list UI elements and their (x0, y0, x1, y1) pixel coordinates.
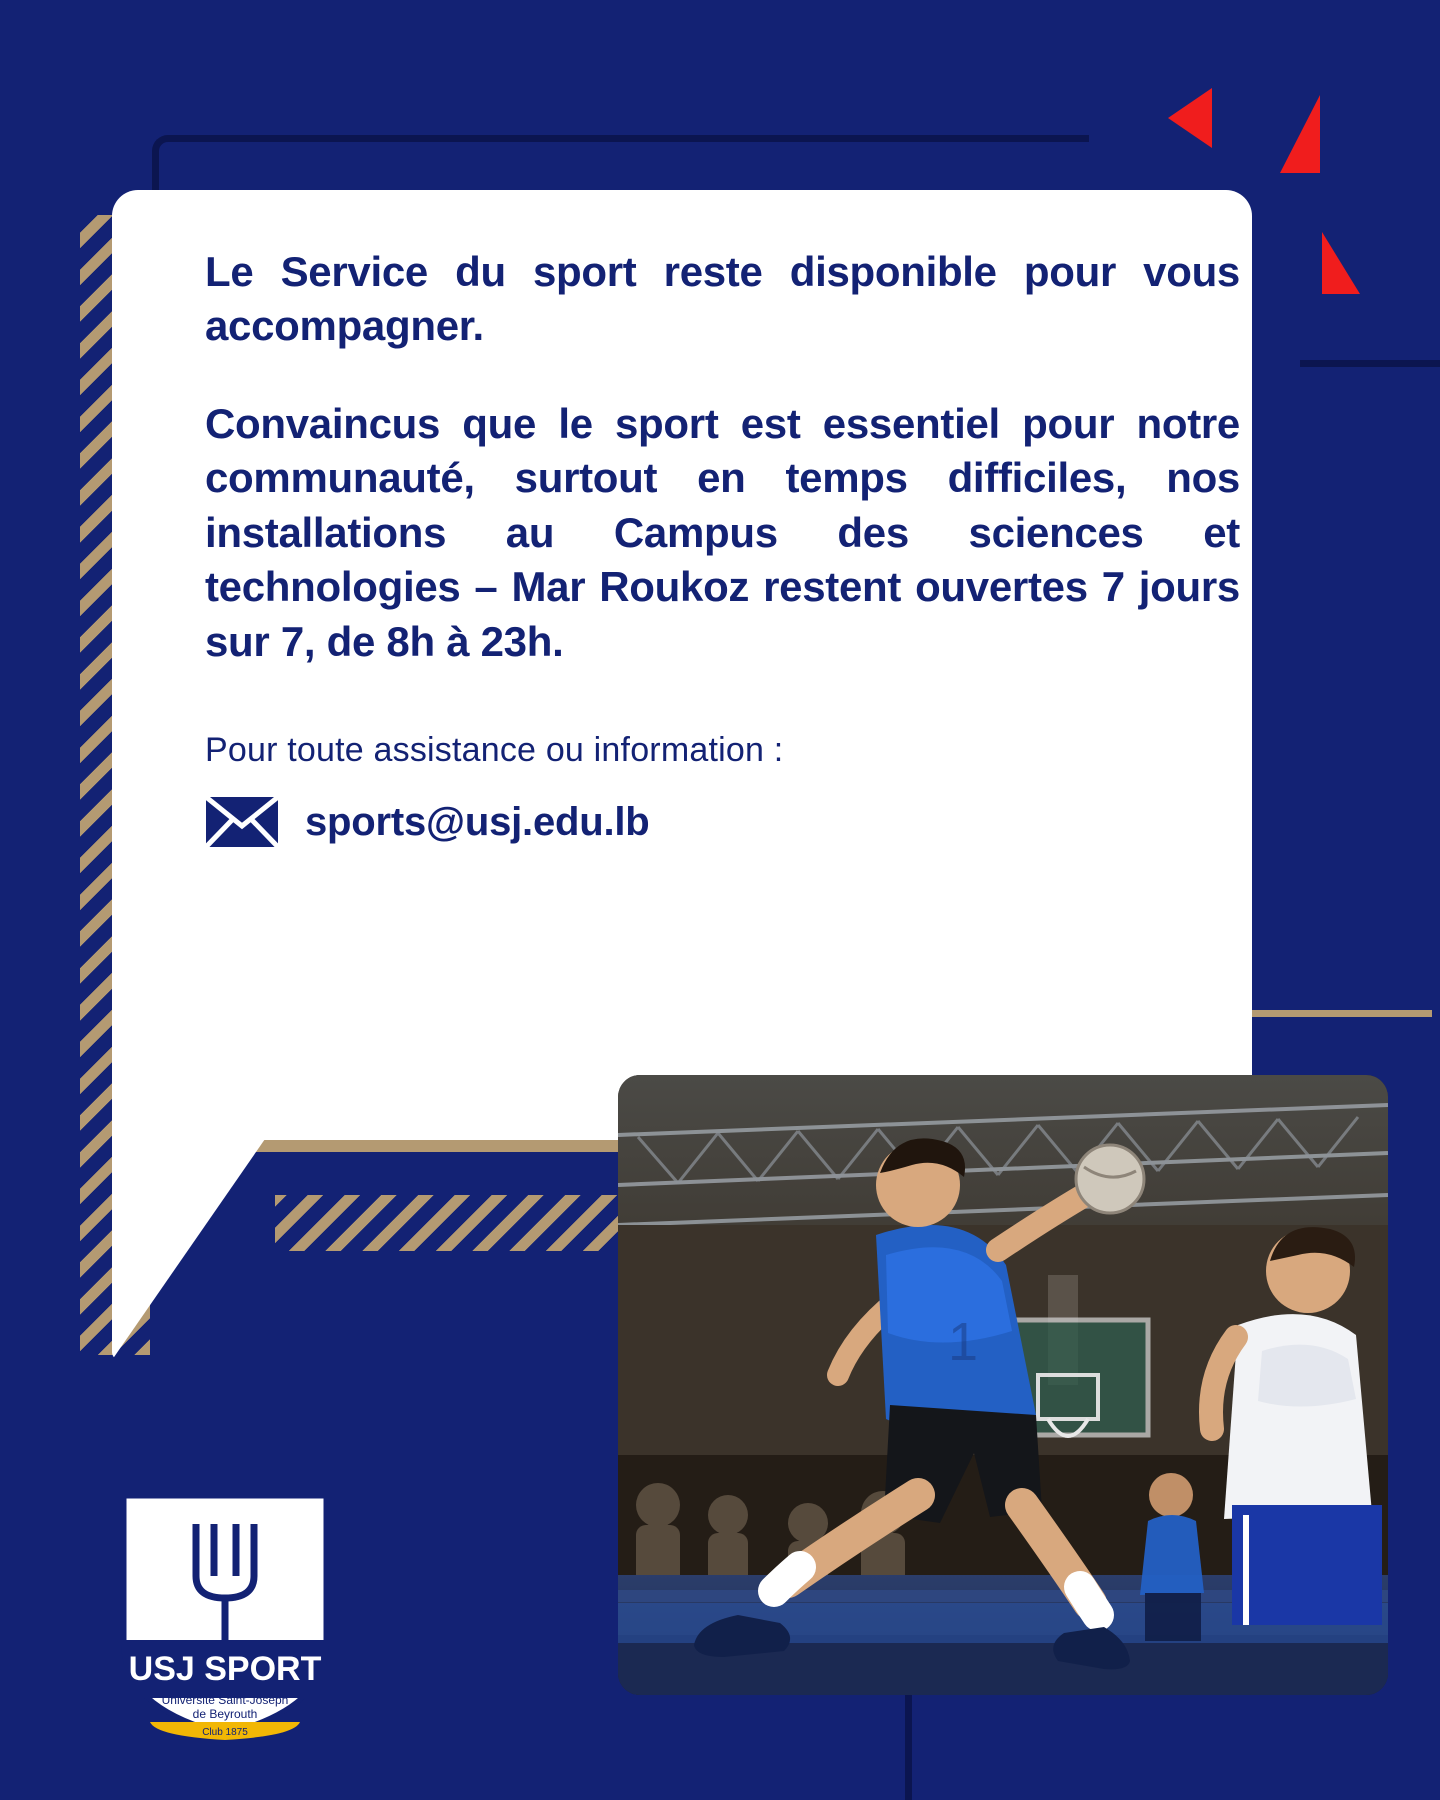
svg-text:de Beyrouth: de Beyrouth (192, 1707, 258, 1721)
email-row[interactable] (205, 796, 1240, 848)
message-card-content (205, 245, 1240, 848)
svg-text:Club 1875: Club 1875 (202, 1727, 248, 1738)
body-text: Convaincus que le sport est essentiel pour notre communauté, surtout en temps difficiles, nos installations au Campus des sciences et technologies – Mar Roukoz restent ouvertes 7 jours sur 7, de 8h à 23h. (205, 399, 1240, 665)
assistance-label: Pour toute assistance ou information : (205, 731, 784, 770)
envelope-icon (205, 796, 279, 848)
sports-photo (618, 1075, 1388, 1695)
hatch-pattern-bottom (275, 1195, 635, 1251)
email-address[interactable]: sports@usj.edu.lb (305, 799, 650, 844)
svg-text:USJ SPORT: USJ SPORT (128, 1650, 322, 1688)
usj-sport-logo (110, 1490, 340, 1740)
red-triangle-icon (1168, 88, 1212, 148)
red-triangle-icon (1280, 95, 1320, 173)
svg-text:1: 1 (948, 1312, 979, 1372)
headline-text: Le Service du sport reste disponible pour vous accompagner. (205, 248, 1240, 349)
svg-text:Université Saint-Joseph: Université Saint-Joseph (161, 1693, 289, 1707)
red-triangle-icon (1322, 232, 1360, 294)
